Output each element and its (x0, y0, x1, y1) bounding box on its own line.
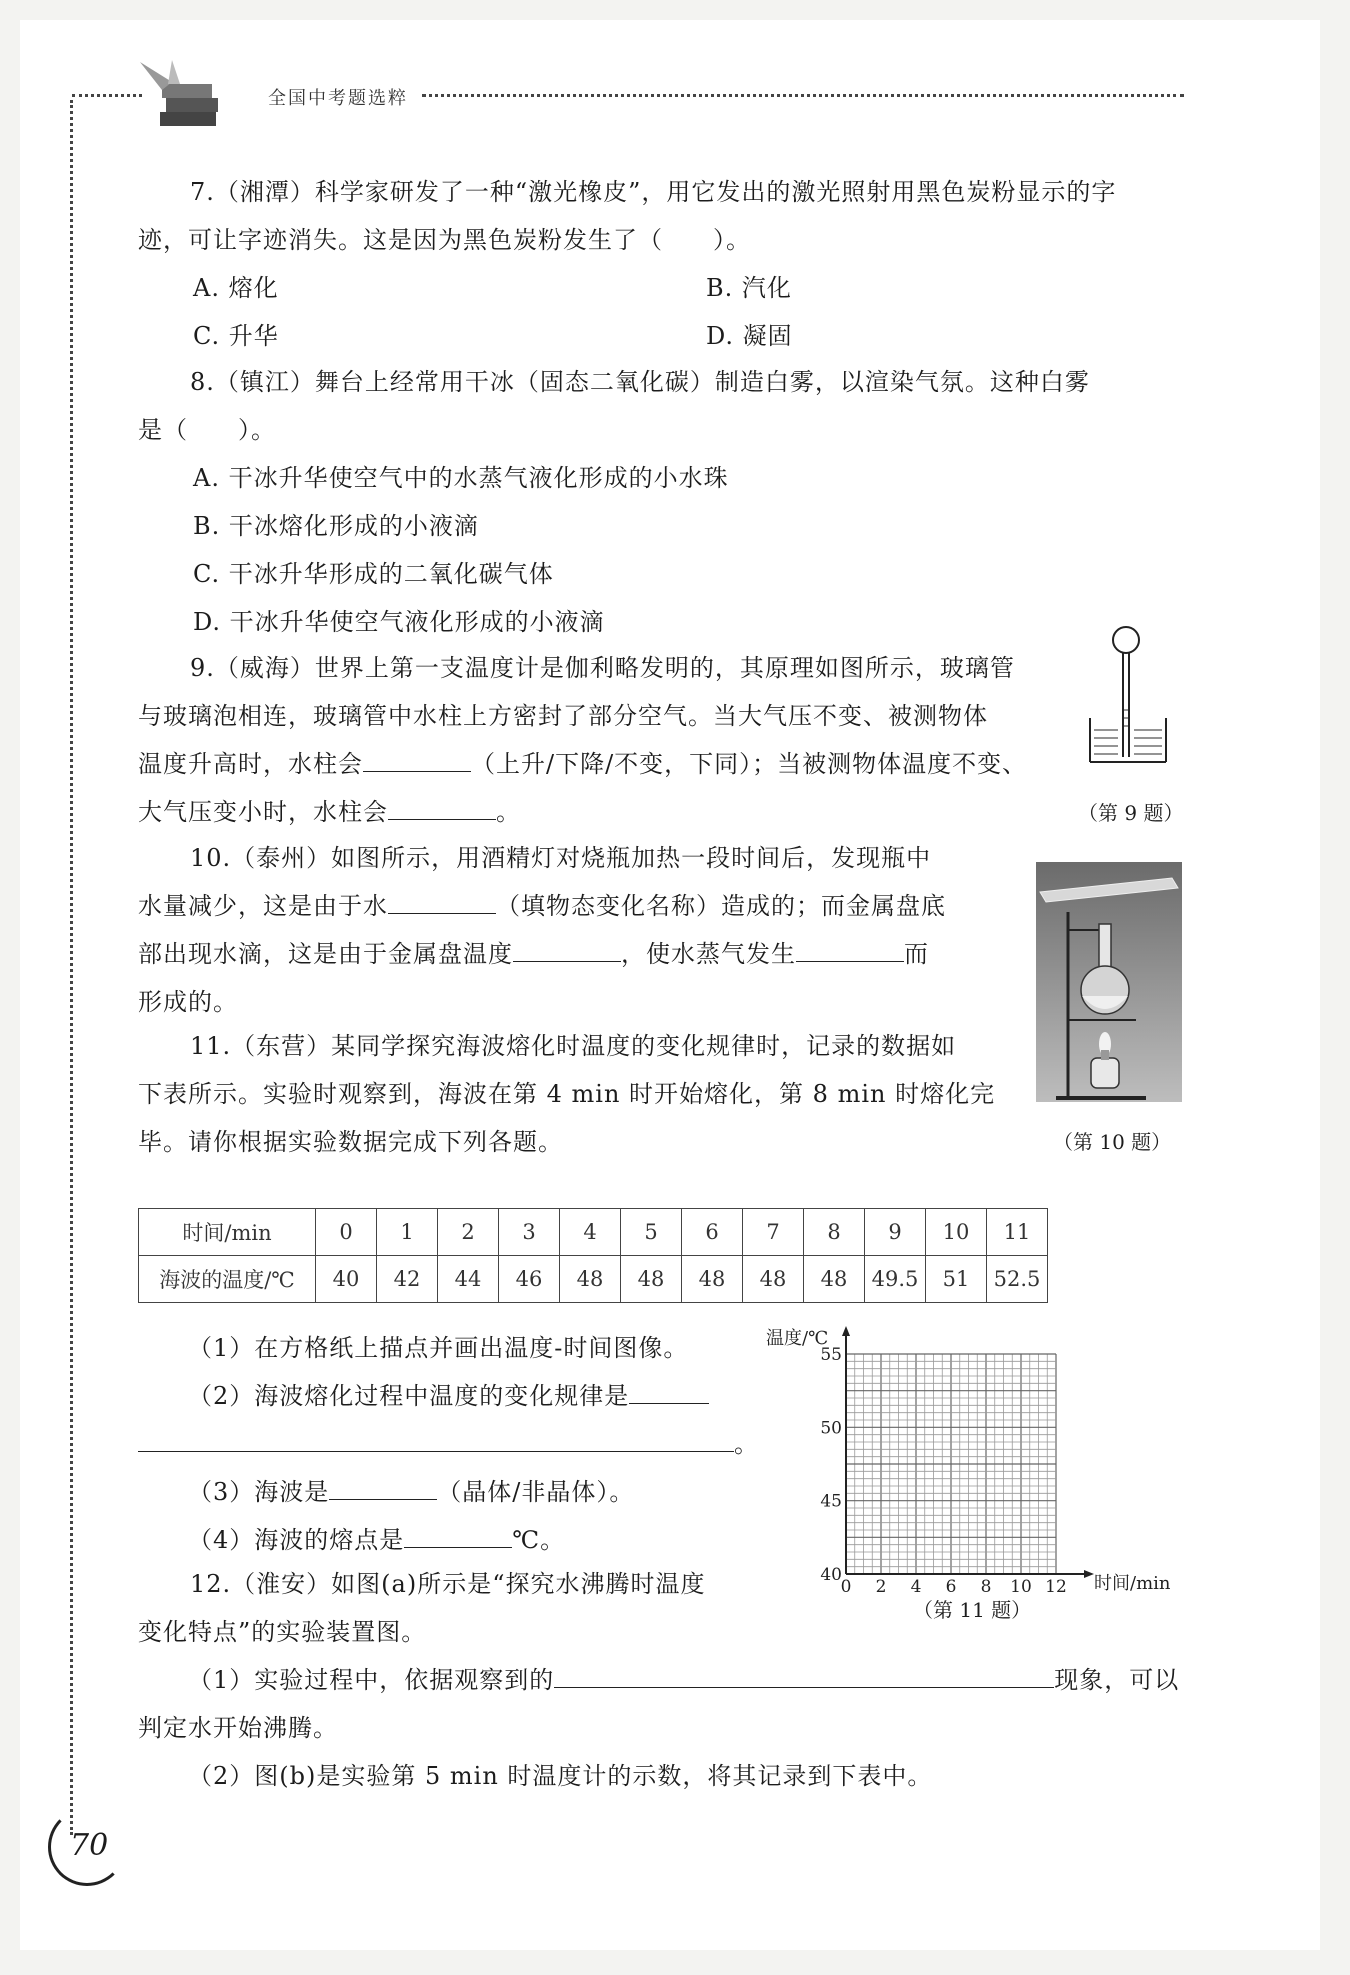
table-row-label: 海波的温度/℃ (139, 1256, 316, 1303)
table-cell: 11 (987, 1209, 1048, 1256)
table-cell: 52.5 (987, 1256, 1048, 1303)
table-cell: 40 (316, 1256, 377, 1303)
q11-sub2-cont (138, 1420, 759, 1468)
table-cell: 48 (621, 1256, 682, 1303)
x-axis-arrow-icon (1084, 1570, 1094, 1578)
q11-answer-blank-2[interactable] (138, 1423, 734, 1452)
q8-option-d: D. 干冰升华使空气液化形成的小液滴 (193, 608, 605, 636)
q10-answer-blank-2[interactable] (513, 933, 621, 962)
q10-line1: 10.（泰州）如图所示，用酒精灯对烧瓶加热一段时间后，发现瓶中 (190, 844, 932, 872)
q9-line3-end: （上升/下降/不变，下同）；当被测物体温度不变、 (471, 750, 1028, 778)
table-cell: 46 (499, 1256, 560, 1303)
q7-option-d: D. 凝固 (706, 322, 793, 350)
q7-option-a: A. 熔化 (193, 274, 279, 302)
q10-answer-blank-1[interactable] (388, 885, 496, 914)
q9-line1: 9.（威海）世界上第一支温度计是伽利略发明的，其原理如图所示，玻璃管 (190, 654, 1015, 682)
table-row-label: 时间/min (139, 1209, 316, 1256)
table-cell: 48 (560, 1256, 621, 1303)
y-tick-labels (820, 1345, 842, 1585)
table-cell: 42 (377, 1256, 438, 1303)
q9-line4-end: 。 (496, 798, 521, 826)
grid-lines (846, 1354, 1056, 1574)
q7-option-c: C. 升华 (193, 322, 279, 350)
q11-sub3 (188, 1468, 634, 1516)
table-cell: 4 (560, 1209, 621, 1256)
q12-sub2: （2）图(b)是实验第 5 min 时温度计的示数，将其记录到下表中。 (188, 1762, 933, 1790)
q7-option-b: B. 汽化 (706, 274, 792, 302)
y-tick-label: 40 (820, 1565, 842, 1585)
q9-answer-blank-1[interactable] (363, 743, 471, 772)
table-cell: 7 (743, 1209, 804, 1256)
page-number: 70 (70, 1828, 109, 1863)
q11-sub3-end: （晶体/非晶体）。 (437, 1478, 635, 1506)
q11-line1: 11.（东营）某同学探究海波熔化时温度的变化规律时，记录的数据如 (190, 1032, 957, 1060)
q7-line1: 7.（湘潭）科学家研发了一种“激光橡皮”，用它发出的激光照射用黑色炭粉显示的字 (190, 178, 1117, 206)
q12-sub1-cont: 判定水开始沸腾。 (138, 1714, 338, 1742)
q8-line1: 8.（镇江）舞台上经常用干冰（固态二氧化碳）制造白雾，以渲染气氛。这种白雾 (190, 368, 1090, 396)
header-books-logo-icon (132, 54, 232, 134)
q9-answer-blank-2[interactable] (388, 791, 496, 820)
q9-line4 (138, 788, 521, 836)
q11-sub4-start: （4）海波的熔点是 (188, 1526, 405, 1554)
q9-line2: 与玻璃泡相连，玻璃管中水柱上方密封了部分空气。当大气压不变、被测物体 (138, 702, 988, 730)
margin-dotted-rule (70, 100, 73, 1835)
table-cell: 9 (865, 1209, 926, 1256)
table-row (139, 1209, 1048, 1256)
q10-figure-caption: （第 10 题） (1053, 1130, 1172, 1154)
x-tick-label: 0 (840, 1577, 852, 1597)
table-cell: 10 (926, 1209, 987, 1256)
q11-temperature-time-grid (760, 1324, 1200, 1634)
y-tick-label: 45 (820, 1491, 842, 1512)
x-tick-label: 8 (980, 1577, 992, 1597)
q11-answer-blank-1[interactable] (629, 1375, 709, 1404)
q12-sub1 (188, 1656, 1179, 1704)
q11-sub2-text: （2）海波熔化过程中温度的变化规律是 (188, 1382, 630, 1410)
q10-line2 (138, 882, 946, 930)
q11-sub2-end: 。 (734, 1430, 759, 1458)
q11-sub2 (188, 1372, 709, 1420)
table-cell: 48 (743, 1256, 804, 1303)
q8-line2: 是（ ）。 (138, 416, 276, 444)
q9-thermometer-figure (1086, 622, 1176, 768)
q10-flask-heating-photo (1036, 862, 1182, 1102)
q11-sub1: （1）在方格纸上描点并画出温度-时间图像。 (188, 1334, 689, 1362)
q12-line1: 12.（淮安）如图(a)所示是“探究水沸腾时温度 (190, 1570, 706, 1598)
q12-sub1-start: （1）实验过程中，依据观察到的 (188, 1666, 555, 1694)
y-tick-label: 55 (820, 1345, 842, 1365)
q8-option-a: A. 干冰升华使空气中的水蒸气液化形成的小水珠 (193, 464, 729, 492)
q8-option-c: C. 干冰升华形成的二氧化碳气体 (193, 560, 554, 588)
y-tick-label: 50 (820, 1418, 842, 1439)
y-axis-label: 温度/℃ (766, 1328, 829, 1349)
header-title: 全国中考题选粹 (268, 88, 408, 109)
q10-line2-start: 水量减少，这是由于水 (138, 892, 388, 920)
table-cell: 48 (682, 1256, 743, 1303)
table-cell: 3 (499, 1209, 560, 1256)
table-row (139, 1256, 1048, 1303)
x-tick-label: 6 (945, 1577, 957, 1597)
x-tick-label: 4 (910, 1577, 922, 1597)
y-axis-arrow-icon (842, 1326, 850, 1336)
x-tick-label: 2 (875, 1577, 887, 1597)
table-cell: 51 (926, 1256, 987, 1303)
table-cell: 48 (804, 1256, 865, 1303)
q11-answer-blank-3[interactable] (329, 1471, 437, 1500)
q7-line2: 迹，可让字迹消失。这是因为黑色炭粉发生了（ ）。 (138, 226, 751, 254)
q10-line3-end: 而 (904, 940, 929, 968)
q10-line4: 形成的。 (138, 988, 238, 1016)
x-tick-label: 12 (1045, 1577, 1067, 1597)
q9-line3 (138, 740, 1027, 788)
table-cell: 1 (377, 1209, 438, 1256)
table-cell: 5 (621, 1209, 682, 1256)
x-axis-label: 时间/min (1094, 1573, 1171, 1594)
table-cell: 8 (804, 1209, 865, 1256)
q11-sub3-start: （3）海波是 (188, 1478, 330, 1506)
q9-line4-start: 大气压变小时，水柱会 (138, 798, 388, 826)
q9-figure-caption: （第 9 题） (1078, 801, 1184, 825)
q11-figure-caption: （第 11 题） (913, 1598, 1032, 1622)
q9-line3-start: 温度升高时，水柱会 (138, 750, 363, 778)
q10-line3-start: 部出现水滴，这是由于金属盘温度 (138, 940, 513, 968)
q11-data-table (138, 1208, 1048, 1303)
q11-line2: 下表所示。实验时观察到，海波在第 4 min 时开始熔化，第 8 min 时熔化完 (138, 1080, 996, 1108)
q8-option-b: B. 干冰熔化形成的小液滴 (193, 512, 479, 540)
q11-sub4 (188, 1516, 565, 1564)
q12-sub1-end: 现象，可以 (1054, 1666, 1180, 1694)
table-cell: 6 (682, 1209, 743, 1256)
table-cell: 0 (316, 1209, 377, 1256)
q10-line3 (138, 930, 929, 978)
q10-answer-blank-3[interactable] (796, 933, 904, 962)
q11-line3: 毕。请你根据实验数据完成下列各题。 (138, 1128, 563, 1156)
q10-line3-mid: ，使水蒸气发生 (621, 940, 796, 968)
q12-answer-blank-1[interactable] (554, 1659, 1054, 1688)
header-dotted-rule (422, 94, 1184, 97)
q10-line2-end: （填物态变化名称）造成的；而金属盘底 (496, 892, 946, 920)
q12-line2: 变化特点”的实验装置图。 (138, 1618, 427, 1646)
table-cell: 49.5 (865, 1256, 926, 1303)
q11-sub4-end: ℃。 (512, 1526, 566, 1554)
x-tick-label: 10 (1010, 1577, 1032, 1597)
table-cell: 2 (438, 1209, 499, 1256)
q11-answer-blank-4[interactable] (404, 1519, 512, 1548)
table-cell: 44 (438, 1256, 499, 1303)
